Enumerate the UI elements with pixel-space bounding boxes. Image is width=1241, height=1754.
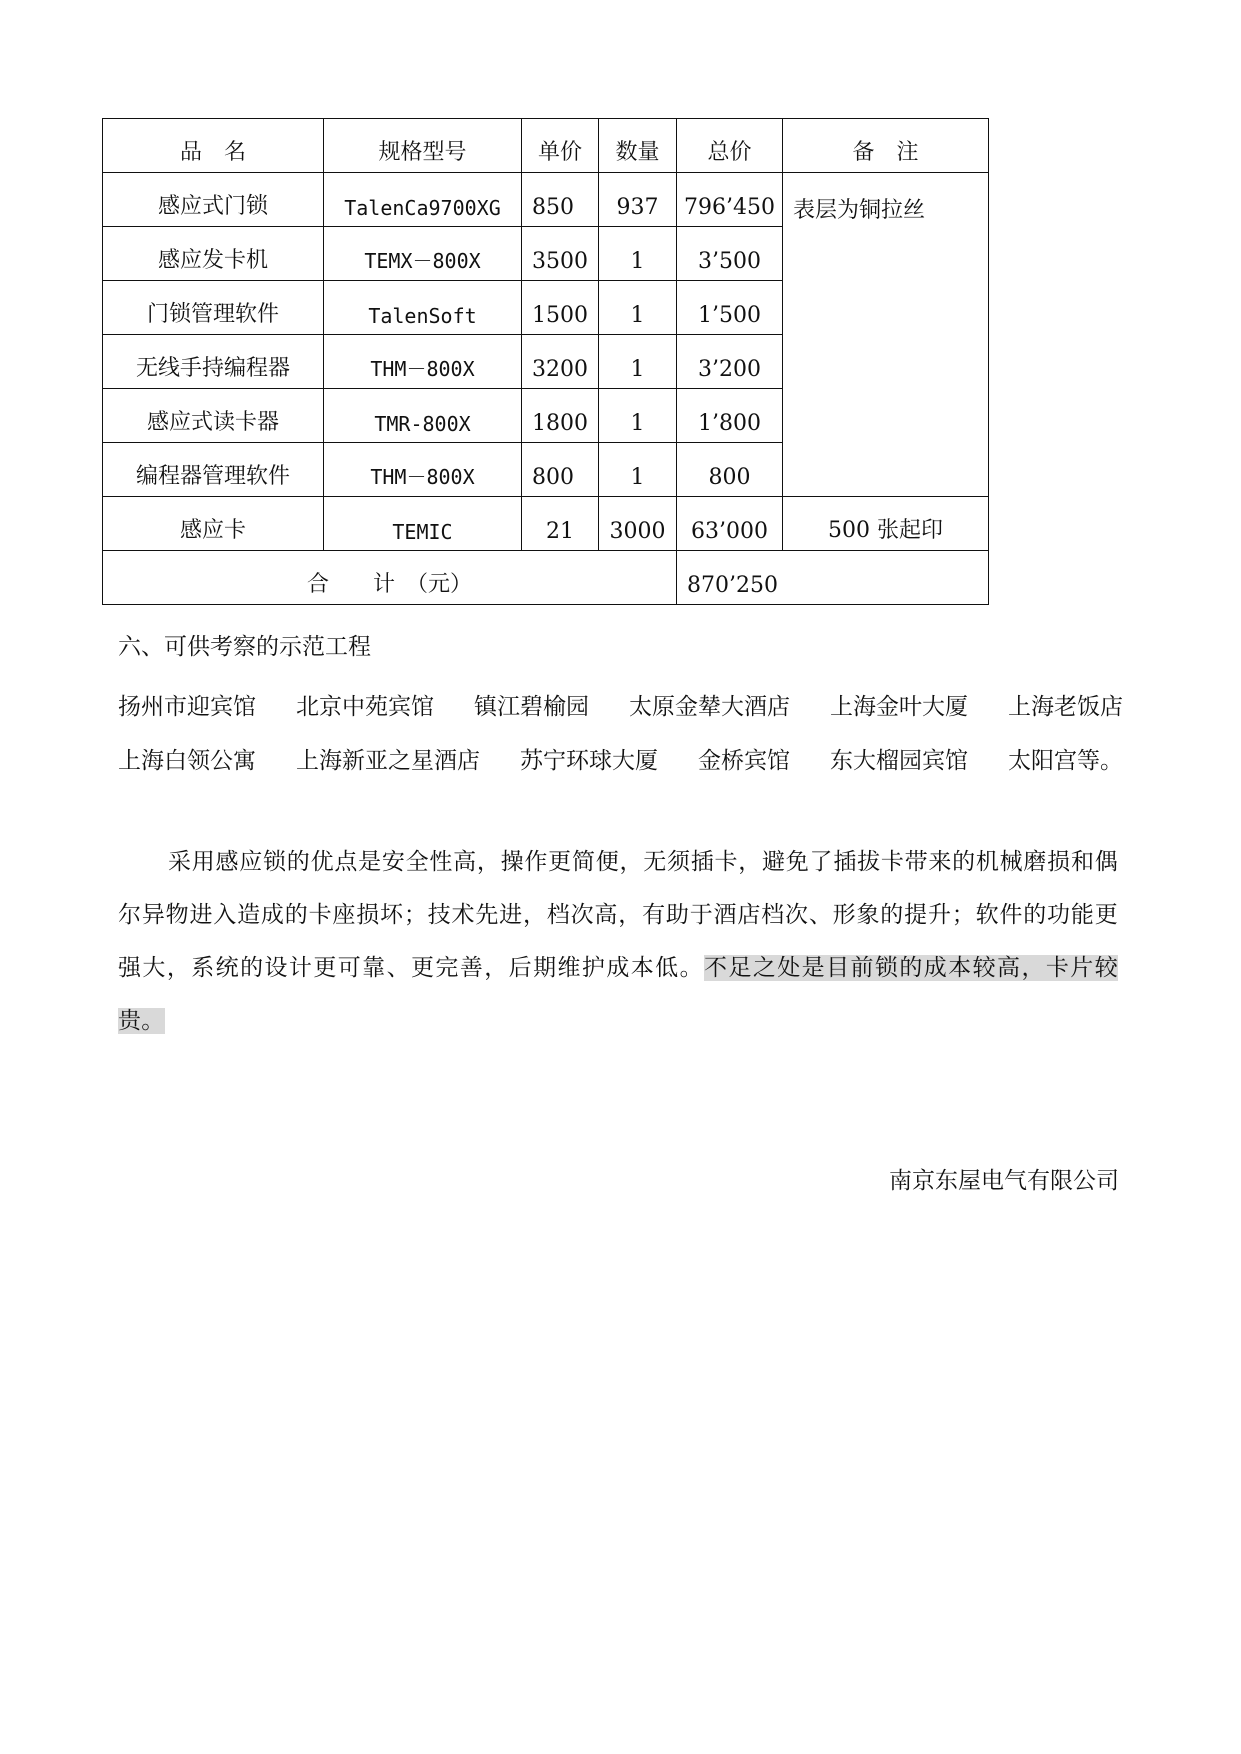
project-item: 扬州市迎宾馆 — [118, 694, 256, 720]
cell-model: TalenSoft — [324, 281, 522, 335]
cell-name: 感应式读卡器 — [103, 389, 324, 443]
project-item: 金桥宾馆 — [698, 748, 790, 774]
cell-total: 63’000 — [677, 497, 783, 551]
project-item: 太原金辇大酒店 — [629, 694, 790, 720]
cell-total: 1’800 — [677, 389, 783, 443]
header-name: 品 名 — [103, 119, 324, 173]
cell-total: 800 — [677, 443, 783, 497]
cell-quantity: 1 — [599, 335, 677, 389]
advantages-paragraph — [118, 836, 1118, 1048]
price-table — [102, 118, 989, 605]
header-model: 规格型号 — [324, 119, 522, 173]
cell-name: 门锁管理软件 — [103, 281, 324, 335]
header-quantity: 数量 — [599, 119, 677, 173]
cell-unit-price: 1500 — [522, 281, 599, 335]
project-item: 上海新亚之星酒店 — [296, 748, 480, 774]
cell-unit-price: 3200 — [522, 335, 599, 389]
cell-unit-price: 800 — [522, 443, 599, 497]
cell-quantity: 3000 — [599, 497, 677, 551]
header-total: 总价 — [677, 119, 783, 173]
project-item: 上海金叶大厦 — [830, 694, 968, 720]
cell-name: 感应卡 — [103, 497, 324, 551]
cell-model: TMR-800X — [324, 389, 522, 443]
sum-value: 870’250 — [677, 551, 989, 605]
project-item: 太阳宫等。 — [1008, 748, 1123, 774]
cell-name: 感应式门锁 — [103, 173, 324, 227]
cell-model: TalenCa9700XG — [324, 173, 522, 227]
cell-model: THM－800X — [324, 335, 522, 389]
header-unit-price: 单价 — [522, 119, 599, 173]
cell-quantity: 937 — [599, 173, 677, 227]
cell-unit-price: 21 — [522, 497, 599, 551]
cell-model: TEMX－800X — [324, 227, 522, 281]
project-item: 上海老饭店 — [1008, 694, 1123, 720]
table-row — [103, 173, 989, 227]
cell-total: 796’450 — [677, 173, 783, 227]
cell-quantity: 1 — [599, 227, 677, 281]
project-list-row-2 — [118, 742, 1123, 775]
table-sum-row — [103, 551, 989, 605]
sum-label: 合 计 （元） — [103, 551, 677, 605]
project-item: 上海白领公寓 — [118, 748, 256, 774]
cell-total: 1’500 — [677, 281, 783, 335]
cell-model: TEMIC — [324, 497, 522, 551]
cell-merged-remark: 表层为铜拉丝 — [783, 173, 989, 497]
cell-unit-price: 850 — [522, 173, 599, 227]
project-item: 苏宁环球大厦 — [520, 748, 658, 774]
header-remark: 备 注 — [783, 119, 989, 173]
cell-name: 编程器管理软件 — [103, 443, 324, 497]
cell-unit-price: 3500 — [522, 227, 599, 281]
table-header-row — [103, 119, 989, 173]
cell-total: 3’500 — [677, 227, 783, 281]
cell-name: 无线手持编程器 — [103, 335, 324, 389]
cell-remark: 500 张起印 — [783, 497, 989, 551]
table-row — [103, 497, 989, 551]
cell-model: THM－800X — [324, 443, 522, 497]
project-list-row-1 — [118, 688, 1123, 721]
cell-quantity: 1 — [599, 281, 677, 335]
project-item: 北京中苑宾馆 — [296, 694, 434, 720]
cell-quantity: 1 — [599, 389, 677, 443]
project-item: 镇江碧榆园 — [474, 694, 589, 720]
cell-unit-price: 1800 — [522, 389, 599, 443]
cell-quantity: 1 — [599, 443, 677, 497]
highlighted-text: 不足之处是目前锁的成本较高，卡片较贵。 — [118, 955, 1118, 1034]
project-item: 东大榴园宾馆 — [830, 748, 968, 774]
section-title: 六、可供考察的示范工程 — [118, 634, 371, 660]
cell-total: 3’200 — [677, 335, 783, 389]
cell-name: 感应发卡机 — [103, 227, 324, 281]
paragraph-main-text: 采用感应锁的优点是安全性高，操作更简便，无须插卡，避免了插拔卡带来的机械磨损和偶尔异物进入造成的卡座损坏；技术先进，档次高，有助于酒店档次、形象的提升；软件的功能更强大，系统的设计更可靠、更完善，后期维护成本低。 — [118, 849, 1118, 981]
company-signature: 南京东屋电气有限公司 — [889, 1168, 1119, 1194]
